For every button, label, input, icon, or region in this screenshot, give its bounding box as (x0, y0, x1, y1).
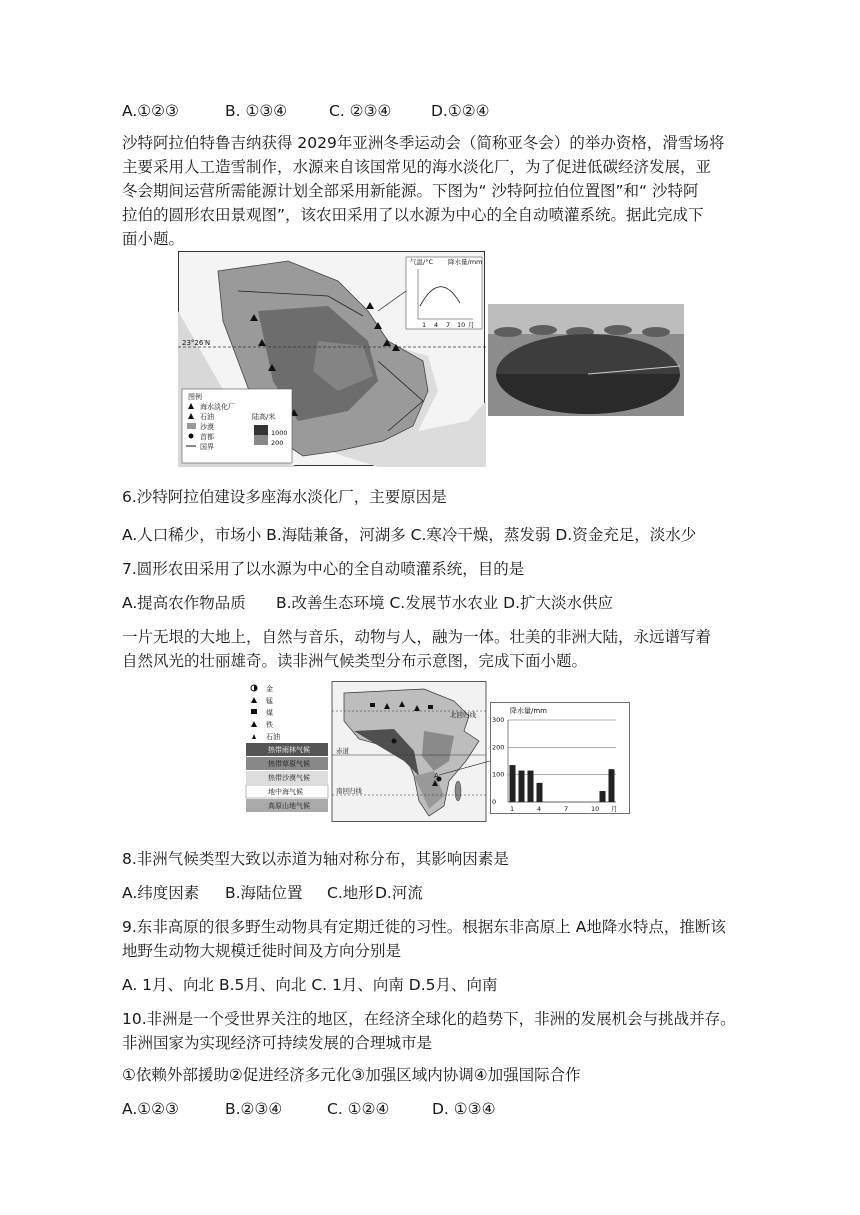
climate-precip-label: 降水量/mm (448, 258, 483, 266)
q5-option-c: C. ②③④ (329, 102, 392, 120)
q9-stem: 9.东非高原的很多野生动物具有定期迁徙的习性。根据东非高原上 A地降水特点，推断该 (122, 918, 726, 936)
circular-farmland-photo (488, 304, 684, 416)
elevation-200: 200 (271, 439, 284, 447)
q10-items: ①依赖外部援助②促进经济多元化③加强区域内协调④加强国际合作 (122, 1066, 581, 1084)
q5-option-a: A.①②③ (122, 102, 179, 120)
legend-title: 图例 (188, 393, 202, 401)
passage2-line: 一片无垠的大地上，自然与音乐，动物与人，融为一体。壮美的非洲大陆，永远谱写着 (122, 628, 712, 646)
elevation-title: 陆高/米 (252, 413, 276, 421)
x-tick-label: 10 (591, 805, 600, 813)
africa-climate-map (244, 681, 490, 823)
q8-option-c: C.地形 (327, 884, 374, 902)
y-tick-label: 300 (492, 716, 505, 724)
passage2-line: 自然风光的壮丽雄奇。读非洲气候类型分布示意图，完成下面小题。 (122, 652, 588, 670)
saudi-location-map (178, 251, 486, 467)
chart-title: 降水量/mm (510, 707, 547, 715)
q10-option-d: D. ①③④ (432, 1100, 496, 1118)
climate-x-month: 月 (468, 321, 475, 329)
precip-bar-2 (519, 771, 525, 802)
legend-border: 国界 (200, 443, 214, 451)
legend-highland: 高原山地气候 (268, 802, 310, 810)
x-tick-label: 7 (564, 805, 569, 813)
climate-x-4: 4 (434, 321, 439, 329)
q7-option-a: A.提高农作物品质 (122, 594, 246, 612)
point-a-label: A (434, 772, 439, 780)
precipitation-chart (490, 702, 630, 814)
passage1-line: 沙特阿拉伯特鲁吉纳获得 2029年亚洲冬季运动会（简称亚冬会）的举办资格，滑雪场将 (122, 134, 725, 152)
precip-bar-11 (600, 791, 606, 802)
x-tick-label: 4 (537, 805, 542, 813)
legend-desert: 沙漠 (200, 423, 214, 431)
elevation-1000: 1000 (271, 429, 288, 437)
passage1-line: 面小题。 (122, 230, 185, 248)
tropic-s-label: 南回归线 (336, 787, 362, 795)
tropic-n-label: 北回归线 (450, 711, 476, 719)
x-tick-label: 1 (510, 805, 515, 813)
capital-icon (189, 434, 194, 439)
y-tick-label: 100 (492, 770, 505, 779)
q8-options (122, 882, 423, 904)
q7-options (122, 592, 613, 614)
q10-options (122, 1098, 495, 1120)
q5-option-d: D.①②④ (431, 102, 490, 120)
legend-oil: 石油 (200, 413, 214, 421)
q6-stem: 6.沙特阿拉伯建设多座海水淡化厂，主要原因是 (122, 488, 447, 506)
passage1-line: 冬会期间运营所需能源计划全部采用新能源。下图为“ 沙特阿拉伯位置图”和“ 沙特阿 (122, 182, 699, 200)
climate-x-7: 7 (446, 321, 451, 329)
legend-savanna: 热带草原气候 (268, 760, 310, 768)
q8-stem: 8.非洲气候类型大致以赤道为轴对称分布，其影响因素是 (122, 850, 509, 868)
q8-option-a: A.纬度因素 (122, 884, 200, 902)
tropic-label: 23°26′N (182, 339, 211, 347)
precip-bar-3 (528, 771, 534, 802)
legend-coal: 煤 (266, 709, 273, 717)
legend-mediterranean: 地中海气候 (268, 788, 303, 796)
q8-option-d: D.河流 (375, 884, 423, 902)
q10-stem: 10.非洲是一个受世界关注的地区，在经济全球化的趋势下，非洲的发展机会与挑战并存。 (122, 1010, 736, 1028)
legend-iron: 铁 (266, 721, 273, 729)
climate-x-1: 1 (422, 321, 427, 329)
q10-stem: 非洲国家为实现经济可持续发展的合理城市是 (122, 1034, 433, 1052)
q10-option-c: C. ①②④ (327, 1100, 390, 1118)
q7-stem: 7.圆形农田采用了以水源为中心的全自动喷灌系统，目的是 (122, 560, 525, 578)
legend-gold: 金 (266, 685, 273, 693)
q5-option-b: B. ①③④ (225, 102, 288, 120)
legend-desert: 热带沙漠气候 (268, 774, 310, 782)
x-tick-label: 月 (611, 805, 618, 813)
q7-option-bcd: B.改善生态环境 C.发展节水农业 D.扩大淡水供应 (276, 594, 614, 612)
passage1-line: 拉伯的圆形农田景观图”，该农田采用了以水源为中心的全自动喷灌系统。据此完成下 (122, 206, 704, 224)
q9-stem: 地野生动物大规模迁徙时间及方向分别是 (122, 942, 402, 960)
q10-option-a: A.①②③ (122, 1100, 179, 1118)
legend-manganese: 锰 (266, 697, 273, 705)
y-tick-label: 200 (492, 743, 505, 752)
desert-swatch (187, 423, 196, 429)
y-tick-label: 0 (492, 798, 497, 806)
legend-rainforest: 热带雨林气候 (268, 746, 310, 754)
q8-option-b: B.海陆位置 (225, 884, 303, 902)
precip-bar-12 (609, 769, 615, 802)
q5-options (122, 100, 490, 122)
legend-capital: 首都 (200, 433, 214, 441)
passage1-line: 主要采用人工造雪制作，水源来自该国常见的海水淡化厂，为了促进低碳经济发展，亚 (122, 158, 712, 176)
q9-options: A. 1月、向北 B.5月、向北 C. 1月、向南 D.5月、向南 (122, 976, 498, 994)
climate-x-10: 10 (457, 321, 466, 329)
legend-desal: 海水淡化厂 (200, 403, 235, 411)
africa-legend (246, 684, 328, 812)
q6-options: A.人口稀少，市场小 B.海陆兼备，河湖多 C.寒冷干燥，蒸发弱 D.资金充足，淡水少 (122, 526, 697, 544)
precip-bar-4 (537, 783, 543, 802)
climate-temp-label: 气温/°C (410, 258, 433, 266)
q10-option-b: B.②③④ (225, 1100, 283, 1118)
precip-bar-1 (510, 765, 516, 802)
legend-oil: 石油 (266, 733, 280, 741)
equator-label: 赤道 (336, 747, 349, 755)
